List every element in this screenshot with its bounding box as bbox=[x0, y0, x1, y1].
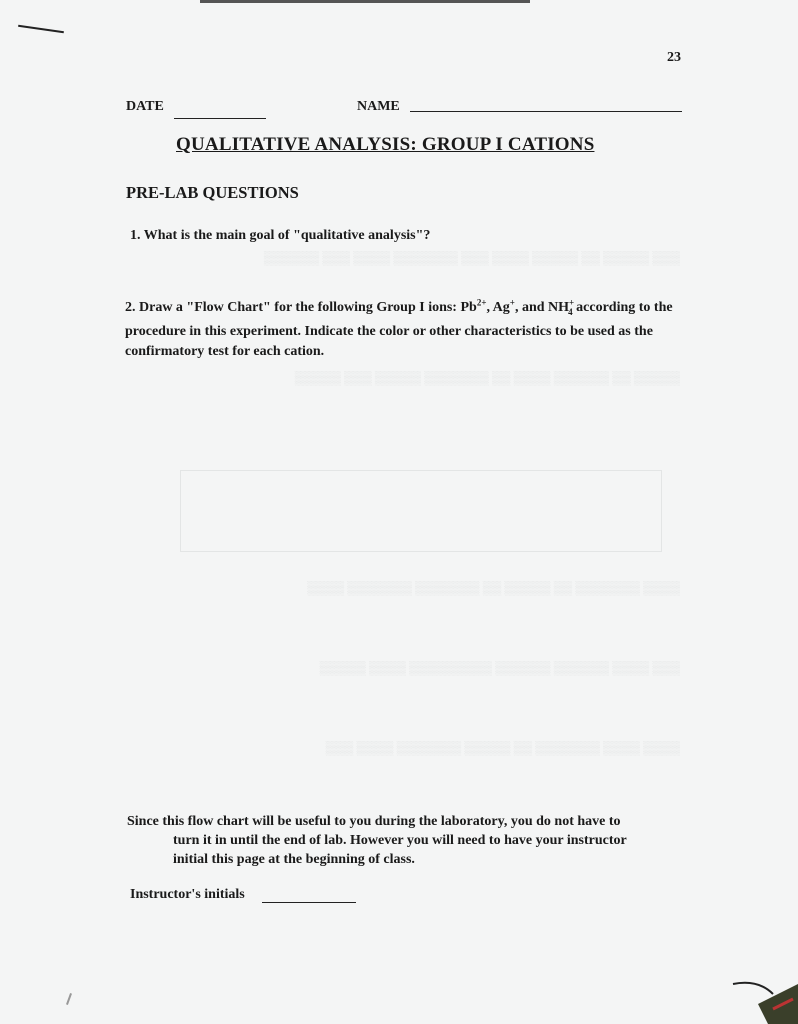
name-label: NAME bbox=[357, 99, 400, 114]
bleed-through-text: ▒▒▒ ▒▒▒▒▒ ▒▒ ▒▒▒▒▒ ▒▒▒▒ ▒▒▒ ▒▒▒▒▒▒▒ ▒▒▒▒ ▒▒▒ ▒▒▒▒▒▒ bbox=[263, 250, 680, 265]
note-line-2: turn it in until the end of lab. However you will need to have your instructor bbox=[173, 833, 627, 848]
bleed-through-text: ▒▒▒ ▒▒▒▒ ▒▒▒▒▒▒ ▒▒▒▒▒▒ ▒▒▒▒▒▒▒▒▒ ▒▒▒▒ ▒▒▒▒▒ bbox=[319, 660, 680, 675]
page-title: QUALITATIVE ANALYSIS: GROUP I CATIONS bbox=[176, 134, 595, 155]
pen-mark bbox=[18, 25, 64, 33]
bleed-through-table bbox=[180, 470, 662, 552]
bleed-through-text: ▒▒▒▒ ▒▒▒▒ ▒▒▒▒▒▒▒ ▒▒ ▒▒▒▒▒ ▒▒▒▒▒▒▒ ▒▒▒▒ ▒▒▒ bbox=[325, 740, 680, 755]
bleed-through-text: ▒▒▒▒▒ ▒▒ ▒▒▒▒▒▒ ▒▒▒▒ ▒▒ ▒▒▒▒▒▒▒ ▒▒▒▒▒ ▒▒▒ ▒▒▒▒▒ bbox=[294, 370, 680, 385]
date-field[interactable] bbox=[174, 118, 266, 119]
page-top-edge bbox=[200, 0, 530, 3]
page-number: 23 bbox=[667, 50, 681, 65]
instructor-initials-label: Instructor's initials bbox=[130, 887, 245, 902]
pen-mark bbox=[66, 993, 72, 1005]
bleed-through-text: ▒▒▒▒ ▒▒▒▒▒▒▒ ▒▒ ▒▒▒▒▒ ▒▒ ▒▒▒▒▒▒▒ ▒▒▒▒▒▒▒ ▒▒▒▒ bbox=[307, 580, 680, 595]
question-1: 1. What is the main goal of "qualitative analysis"? bbox=[130, 228, 431, 243]
instruction-note bbox=[127, 812, 687, 869]
note-line-3: initial this page at the beginning of class. bbox=[173, 852, 415, 867]
name-field[interactable] bbox=[410, 111, 682, 112]
date-label: DATE bbox=[126, 99, 164, 114]
instructor-initials-field[interactable] bbox=[262, 902, 356, 903]
question-2: 2. Draw a "Flow Chart" for the following Group I ions: $Pb^{2+}$, Ag+, and $NH^+_4$ according to the procedure in this experiment. Indicate the color or other characteristics to be used as the confirmatory test for each cation. bbox=[125, 297, 673, 359]
section-heading: PRE-LAB QUESTIONS bbox=[126, 183, 299, 202]
pencil-icon bbox=[728, 964, 798, 1024]
note-line-1: Since this flow chart will be useful to you during the laboratory, you do not have to bbox=[127, 814, 621, 829]
